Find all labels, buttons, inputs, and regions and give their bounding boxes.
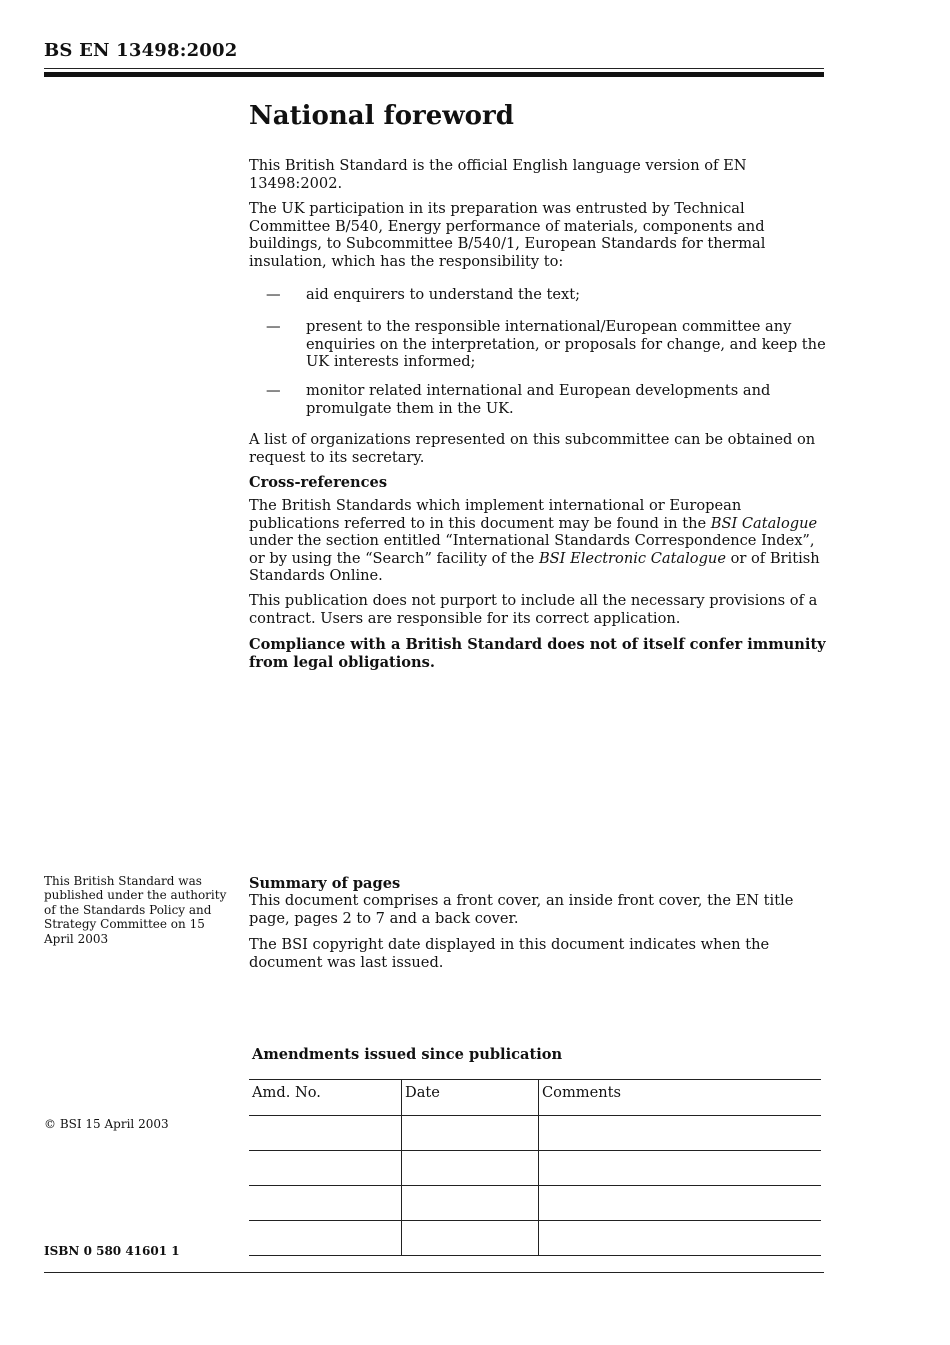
cross-ref-text-c: or of British Standards Online. [249, 549, 820, 584]
table-header-row [249, 1080, 821, 1116]
amendments-title: Amendments issued since publication [252, 1046, 563, 1063]
header-rule-thin [44, 68, 824, 69]
bsi-electronic-catalogue-title: BSI Electronic Catalogue [538, 549, 726, 567]
cross-references-paragraph [249, 497, 829, 585]
table-row [249, 1151, 821, 1186]
document-id: BS EN 13498:2002 [44, 40, 238, 61]
list-note: A list of organizations represented on this subcommittee can be obtained on request to its secretary. [249, 431, 816, 466]
isbn: ISBN 0 580 41601 1 [44, 1244, 180, 1258]
table-row [249, 1186, 821, 1221]
table-row [249, 1221, 821, 1256]
list-dash: — [266, 382, 281, 399]
list-item: monitor related international and European developments and promulgate them in the UK. [306, 382, 771, 417]
publication-note: This British Standard was published under the authority of the Standards Policy and Strategy Committee on 15 April 2003 [44, 874, 227, 946]
column-header-comments: Comments [539, 1080, 822, 1116]
copyright-note: © BSI 15 April 2003 [44, 1117, 169, 1131]
page-title: National foreword [249, 101, 514, 131]
intro-paragraph-2: The UK participation in its preparation was entrusted by Technical Committee B/540, Energy performance of materials, components and buildings, to Subcommittee B/540/1, European Standards for thermal insulation, which has the responsibility to: [249, 200, 766, 270]
intro-paragraph-1: This British Standard is the official English language version of EN 13498:2002. [249, 157, 747, 192]
table-cell [539, 1186, 822, 1221]
cross-ref-text-a: The British Standards which implement international or European publications referred to in this document may be found in the [249, 497, 742, 532]
table-cell [402, 1221, 539, 1256]
footer-rule [44, 1272, 824, 1273]
summary-paragraph-1: This document comprises a front cover, an inside front cover, the EN title page, pages 2 to 7 and a back cover. [249, 892, 794, 927]
provisions-paragraph: This publication does not purport to include all the necessary provisions of a contract. Users are responsible for its correct application. [249, 592, 818, 627]
table-cell [402, 1116, 539, 1151]
header-rule-thick [44, 72, 824, 77]
table-cell [539, 1151, 822, 1186]
cross-ref-text-b: under the section entitled “International Standards Correspondence Index”, or by using the “Search” facility of the [249, 532, 815, 567]
table-cell [539, 1221, 822, 1256]
table-cell [249, 1151, 402, 1186]
list-item: aid enquirers to understand the text; [306, 286, 581, 303]
summary-paragraph-2: The BSI copyright date displayed in this document indicates when the document was last issued. [249, 936, 770, 971]
column-header-date: Date [402, 1080, 539, 1116]
cross-references-heading: Cross-references [249, 474, 388, 491]
list-dash: — [266, 286, 281, 303]
table-cell [249, 1186, 402, 1221]
table-cell [402, 1151, 539, 1186]
list-dash: — [266, 318, 281, 335]
compliance-statement: Compliance with a British Standard does not of itself confer immunity from legal obligations. [249, 636, 826, 671]
column-header-amd-no: Amd. No. [249, 1080, 402, 1116]
summary-heading: Summary of pages [249, 875, 401, 892]
list-item: present to the responsible international/European committee any enquiries on the interpretation, or proposals for change, and keep the UK interests informed; [306, 318, 826, 370]
table-cell [539, 1116, 822, 1151]
table-row [249, 1116, 821, 1151]
table-cell [402, 1186, 539, 1221]
amendments-table [249, 1079, 821, 1256]
bsi-catalogue-title: BSI Catalogue [710, 514, 818, 532]
table-cell [249, 1116, 402, 1151]
table-cell [249, 1221, 402, 1256]
